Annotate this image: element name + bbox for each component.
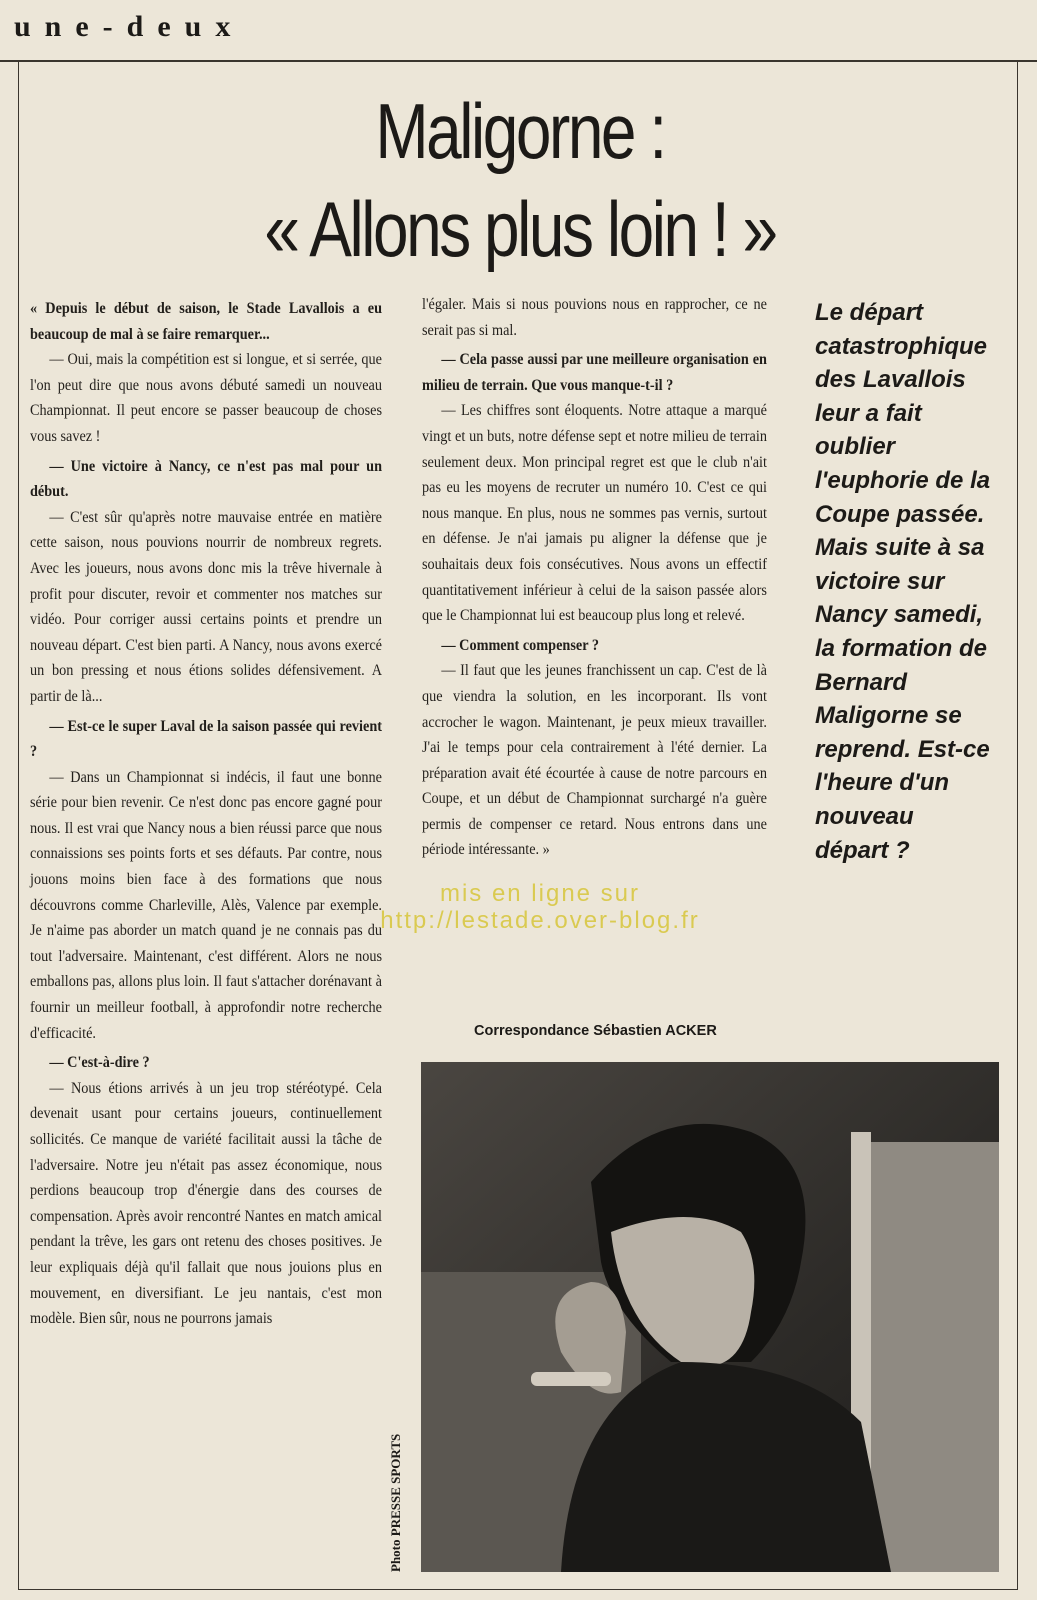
standfirst-line: victoire sur (815, 567, 945, 595)
interview-answer: — Il faut que les jeunes franchissent un cap. C'est de là que viendra la solution, en les incorporant. Ils vont accrocher le wagon. Maintenant, je peux mieux travailler. J'ai le temps pour cela contrairement à l'été dernier. La préparation avait été écourtée à cause de notre parcours en Coupe, et un début de Championnat surchargé n'a guère permis de compenser ce retard. Nous entrons dans une période intéressante. » (422, 661, 767, 859)
standfirst-line: Nancy samedi, (815, 601, 984, 629)
standfirst (815, 296, 1020, 867)
interview-answer: — Dans un Championnat si indécis, il faut une bonne série pour bien revenir. Ce n'est donc pas encore gagné pour nous. Il est vrai que Nancy nous a bien réussi parce que nous connaissions ses points forts et ses défauts. Par contre, nous jouons moins bien face à des formations que nous découvrons comme Charleville, Alès, Valence par exemple. Je n'aime pas aborder un match quand je ne connais pas du tout l'adversaire. Maintenant, c'est différent. Alors ne nous emballons pas, allons plus loin. Il faut s'attacher dorénavant à fournir un meilleur football, à approfondir notre recherche d'efficacité. (30, 767, 383, 1042)
interview-question: — C'est-à-dire ? (49, 1053, 150, 1072)
standfirst-line: l'heure d'un (815, 769, 950, 797)
standfirst-line: Coupe passée. (815, 500, 985, 528)
article-column-2 (422, 292, 767, 863)
interview-question: — Une victoire à Nancy, ce n'est pas mal pour un début. (30, 456, 383, 501)
headline-line-1: Maligorne : (375, 87, 665, 175)
standfirst-line: nouveau (815, 802, 914, 830)
interview-question: — Est-ce le super Laval de la saison passée qui revient ? (30, 716, 383, 761)
interview-answer: — Nous étions arrivés à un jeu trop stéréotypé. Cela devenait usant pour certains joueurs, continuellement sollicités. Ce manque de variété facilitait aussi la tâche de l'adversaire. Notre jeu n'était pas assez économique, nous perdions beaucoup trop d'énergie dans des courses de compensation. Après avoir rencontré Nantes en match amical pendant la trêve, les gars ont retenu des choses positives. Je leur expliquais déjà qu'il fallait que nous jouions plus en mouvement, en diversifiant. Le jeu nantais, c'est mon modèle. Bien sûr, nous ne pourrons jamais (30, 1078, 383, 1328)
standfirst-line: oublier (815, 433, 896, 461)
interview-question: « Depuis le début de saison, le Stade Lavallois a eu beaucoup de mal à se faire remarquer... (30, 299, 382, 343)
standfirst-line: des Lavallois (815, 366, 966, 394)
standfirst-line: reprend. Est-ce (815, 735, 990, 763)
interview-answer: — Les chiffres sont éloquents. Notre attaque a marqué vingt et un buts, notre défense sept et notre milieu de terrain seulement deux. Mon principal regret est que le club n'ait pas eu les moyens de recruter un numéro 10. C'est ce qui nous manque. En plus, nous ne sommes pas vernis, surtout en défense. Je n'ai jamais pu aligner la défense que je souhaitais deux fois consécutives. Nous avons un effectif quantitativement inférieur à celui de la saison passée alors que le Championnat lui est beaucoup plus long et relevé. (422, 401, 767, 625)
standfirst-line: Mais suite à sa (815, 534, 985, 562)
standfirst-line: catastrophique (815, 332, 988, 360)
watermark-line-1: mis en ligne sur (439, 880, 641, 907)
standfirst-line: Bernard (815, 668, 908, 696)
interview-answer: — Oui, mais la compétition est si longue, et si serrée, que l'on peut dire que nous avons débuté samedi un nouveau Championnat. Il peut encore se passer beaucoup de choses vous savez ! (30, 350, 383, 445)
interview-question: — Cela passe aussi par une meilleure organisation en milieu de terrain. Que vous manque-t-il ? (422, 350, 767, 394)
watermark-line-2: http://lestade.over-blog.fr (380, 907, 700, 934)
standfirst-line: la formation de (815, 634, 988, 662)
standfirst-line: leur a fait (815, 399, 922, 427)
photo-illustration (421, 1062, 999, 1572)
interview-question: — Comment compenser ? (441, 635, 599, 654)
watermark (260, 880, 820, 934)
photo-credit: Photo PRESSE SPORTS (388, 1433, 403, 1572)
article-column-1 (30, 292, 382, 1332)
headline (225, 82, 815, 278)
interview-answer: l'égaler. Mais si nous pouvions nous en rapprocher, ce ne serait pas si mal. (422, 295, 767, 339)
byline: Correspondance Sébastien ACKER (474, 1023, 717, 1039)
section-label: une-deux (14, 10, 245, 43)
headline-line-2: « Allons plus loin ! » (264, 185, 776, 273)
standfirst-line: départ ? (815, 836, 910, 864)
standfirst-line: Maligorne se (815, 702, 962, 730)
portrait-photo (421, 1062, 999, 1572)
standfirst-line: Le départ (815, 299, 924, 326)
standfirst-line: l'euphorie de la (815, 466, 991, 494)
interview-answer: — C'est sûr qu'après notre mauvaise entrée en matière cette saison, nous pouvions nourrir de nombreux regrets. Avec les joueurs, nous avons donc mis la trêve hivernale à profit pour discuter, revoir et commenter nos matches sur vidéo. Pour corriger aussi certains points et prendre un nouveau départ. C'est bien parti. A Nancy, nous avons exercé un bon pressing et nous étions solides défensivement. A partir de là... (30, 507, 383, 705)
